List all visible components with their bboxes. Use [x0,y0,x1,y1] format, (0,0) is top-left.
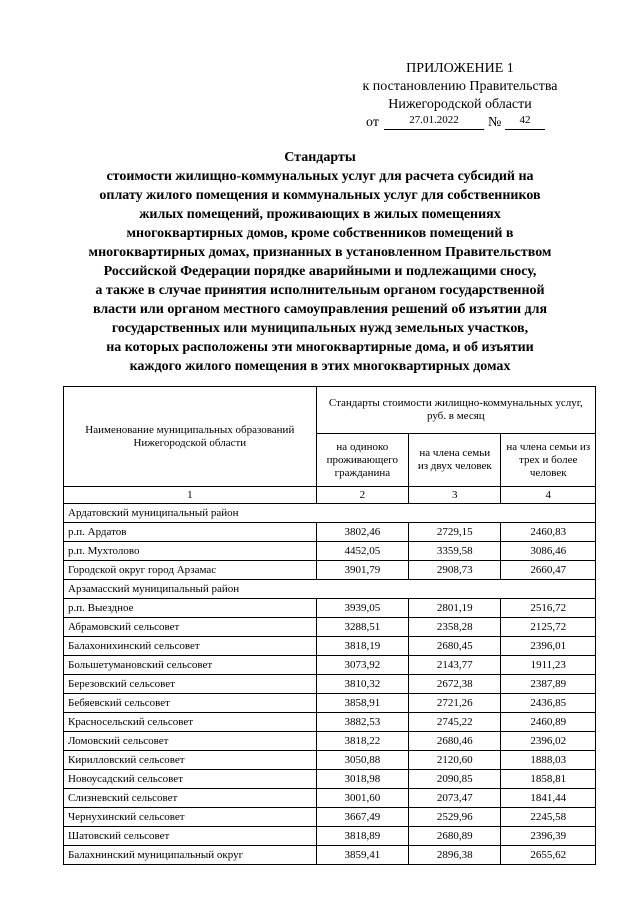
table-row [64,846,596,865]
value-three-plus: 1911,23 [501,656,596,675]
municipality-name: Шатовский сельсовет [64,827,317,846]
value-single: 3859,41 [316,846,408,865]
table-row [64,599,596,618]
number-prefix: № [488,115,502,130]
table-row [64,675,596,694]
value-single: 3939,05 [316,599,408,618]
value-single: 3001,60 [316,789,408,808]
value-three-plus: 2396,01 [501,637,596,656]
value-two: 2908,73 [409,561,501,580]
table-row [64,827,596,846]
title-line: многоквартирных домов, кроме собственников помещений в [126,226,514,241]
value-single: 3802,46 [316,523,408,542]
municipality-name: Бебяевский сельсовет [64,694,317,713]
municipality-name: Кирилловский сельсовет [64,751,317,770]
value-three-plus: 1888,03 [501,751,596,770]
value-single: 3882,53 [316,713,408,732]
value-single: 4452,05 [316,542,408,561]
value-two: 2745,22 [409,713,501,732]
value-two: 2143,77 [409,656,501,675]
value-single: 3810,32 [316,675,408,694]
municipality-name: Городской округ город Арзамас [64,561,317,580]
value-two: 2801,19 [409,599,501,618]
value-two: 2672,38 [409,675,501,694]
value-two: 2896,38 [409,846,501,865]
table-row [64,770,596,789]
section-title: Ардатовский муниципальный район [64,504,596,523]
value-three-plus: 2387,89 [501,675,596,694]
title-line: власти или органом местного самоуправления решений об изъятии для [92,302,548,317]
column-header-two: на члена семьи из двух человек [409,434,501,487]
title-line: а также в случае принятия исполнительным органом государственной [95,283,545,298]
value-three-plus: 2655,62 [501,846,596,865]
title-line: Российской Федерации порядке аварийными и подлежащими сносу, [103,264,537,279]
date-number-line [330,114,590,132]
value-single: 3667,49 [316,808,408,827]
value-two: 3359,58 [409,542,501,561]
value-single: 3018,98 [316,770,408,789]
value-three-plus: 2460,83 [501,523,596,542]
municipality-name: Слизневский сельсовет [64,789,317,808]
municipality-name: р.п. Мухтолово [64,542,317,561]
value-two: 2680,46 [409,732,501,751]
column-group-header: Стандарты стоимости жилищно-коммунальных услуг, руб. в месяц [316,387,595,434]
value-two: 2729,15 [409,523,501,542]
value-single: 3901,79 [316,561,408,580]
annex-block [330,60,590,132]
column-header-single: на одиноко проживающего гражданина [316,434,408,487]
value-two: 2721,26 [409,694,501,713]
table-row [64,656,596,675]
section-row [64,504,596,523]
value-three-plus: 2436,85 [501,694,596,713]
municipality-name: р.п. Выездное [64,599,317,618]
municipality-name: Большетумановский сельсовет [64,656,317,675]
municipality-name: Новоусадский сельсовет [64,770,317,789]
table-row [64,732,596,751]
table-row [64,789,596,808]
table-row [64,618,596,637]
section-row [64,580,596,599]
municipality-name: Березовский сельсовет [64,675,317,694]
table-row [64,542,596,561]
annex-resolution-line: к постановлению Правительства [362,79,558,94]
municipality-name: Ломовский сельсовет [64,732,317,751]
value-three-plus: 2245,58 [501,808,596,827]
value-two: 2120,60 [409,751,501,770]
resolution-number: 42 [505,114,545,130]
value-three-plus: 2125,72 [501,618,596,637]
title-line: многоквартирных домах, признанных в установленном Правительством [88,245,552,260]
title-line: государственных или муниципальных нужд земельных участков, [111,321,529,336]
value-single: 3818,19 [316,637,408,656]
value-two: 2090,85 [409,770,501,789]
title-line: каждого жилого помещения в этих многоквартирных домах [129,359,511,374]
municipality-name: р.п. Ардатов [64,523,317,542]
table-row [64,561,596,580]
value-two: 2680,45 [409,637,501,656]
value-three-plus: 2660,47 [501,561,596,580]
value-three-plus: 1841,44 [501,789,596,808]
value-single: 3818,89 [316,827,408,846]
value-two: 2680,89 [409,827,501,846]
column-header-three-plus: на члена семьи из трех и более человек [501,434,596,487]
table-row [64,523,596,542]
value-single: 3073,92 [316,656,408,675]
value-two: 2358,28 [409,618,501,637]
column-number: 3 [409,487,501,504]
value-single: 3858,91 [316,694,408,713]
column-number: 4 [501,487,596,504]
value-two: 2529,96 [409,808,501,827]
title-line: на которых расположены эти многоквартирные дома, и об изъятии [106,340,534,355]
municipality-name: Чернухинский сельсовет [64,808,317,827]
column-number: 2 [316,487,408,504]
column-header-name: Наименование муниципальных образований Нижегородской области [64,387,317,487]
municipality-name: Балахнинский муниципальный округ [64,846,317,865]
value-three-plus: 2460,89 [501,713,596,732]
resolution-date: 27.01.2022 [384,114,484,130]
table-row [64,713,596,732]
annex-region-line: Нижегородской области [388,97,532,112]
table-row [64,751,596,770]
table-row [64,637,596,656]
column-number: 1 [64,487,317,504]
value-three-plus: 3086,46 [501,542,596,561]
value-three-plus: 2516,72 [501,599,596,618]
value-three-plus: 2396,02 [501,732,596,751]
value-three-plus: 1858,81 [501,770,596,789]
municipality-name: Абрамовский сельсовет [64,618,317,637]
standards-table [63,386,596,865]
table-row [64,808,596,827]
table-row [64,694,596,713]
title-line: оплату жилого помещения и коммунальных услуг для собственников [99,188,541,203]
value-single: 3818,22 [316,732,408,751]
document-title [30,148,610,376]
annex-title: ПРИЛОЖЕНИЕ 1 [406,61,514,76]
title-line: стоимости жилищно-коммунальных услуг для расчета субсидий на [106,169,534,184]
value-three-plus: 2396,39 [501,827,596,846]
value-two: 2073,47 [409,789,501,808]
municipality-name: Балахонихинский сельсовет [64,637,317,656]
value-single: 3288,51 [316,618,408,637]
municipality-name: Красносельский сельсовет [64,713,317,732]
section-title: Арзамасский муниципальный район [64,580,596,599]
value-single: 3050,88 [316,751,408,770]
title-line: жилых помещений, проживающих в жилых помещениях [139,207,501,222]
date-prefix: от [366,115,379,130]
title-line: Стандарты [284,150,356,165]
